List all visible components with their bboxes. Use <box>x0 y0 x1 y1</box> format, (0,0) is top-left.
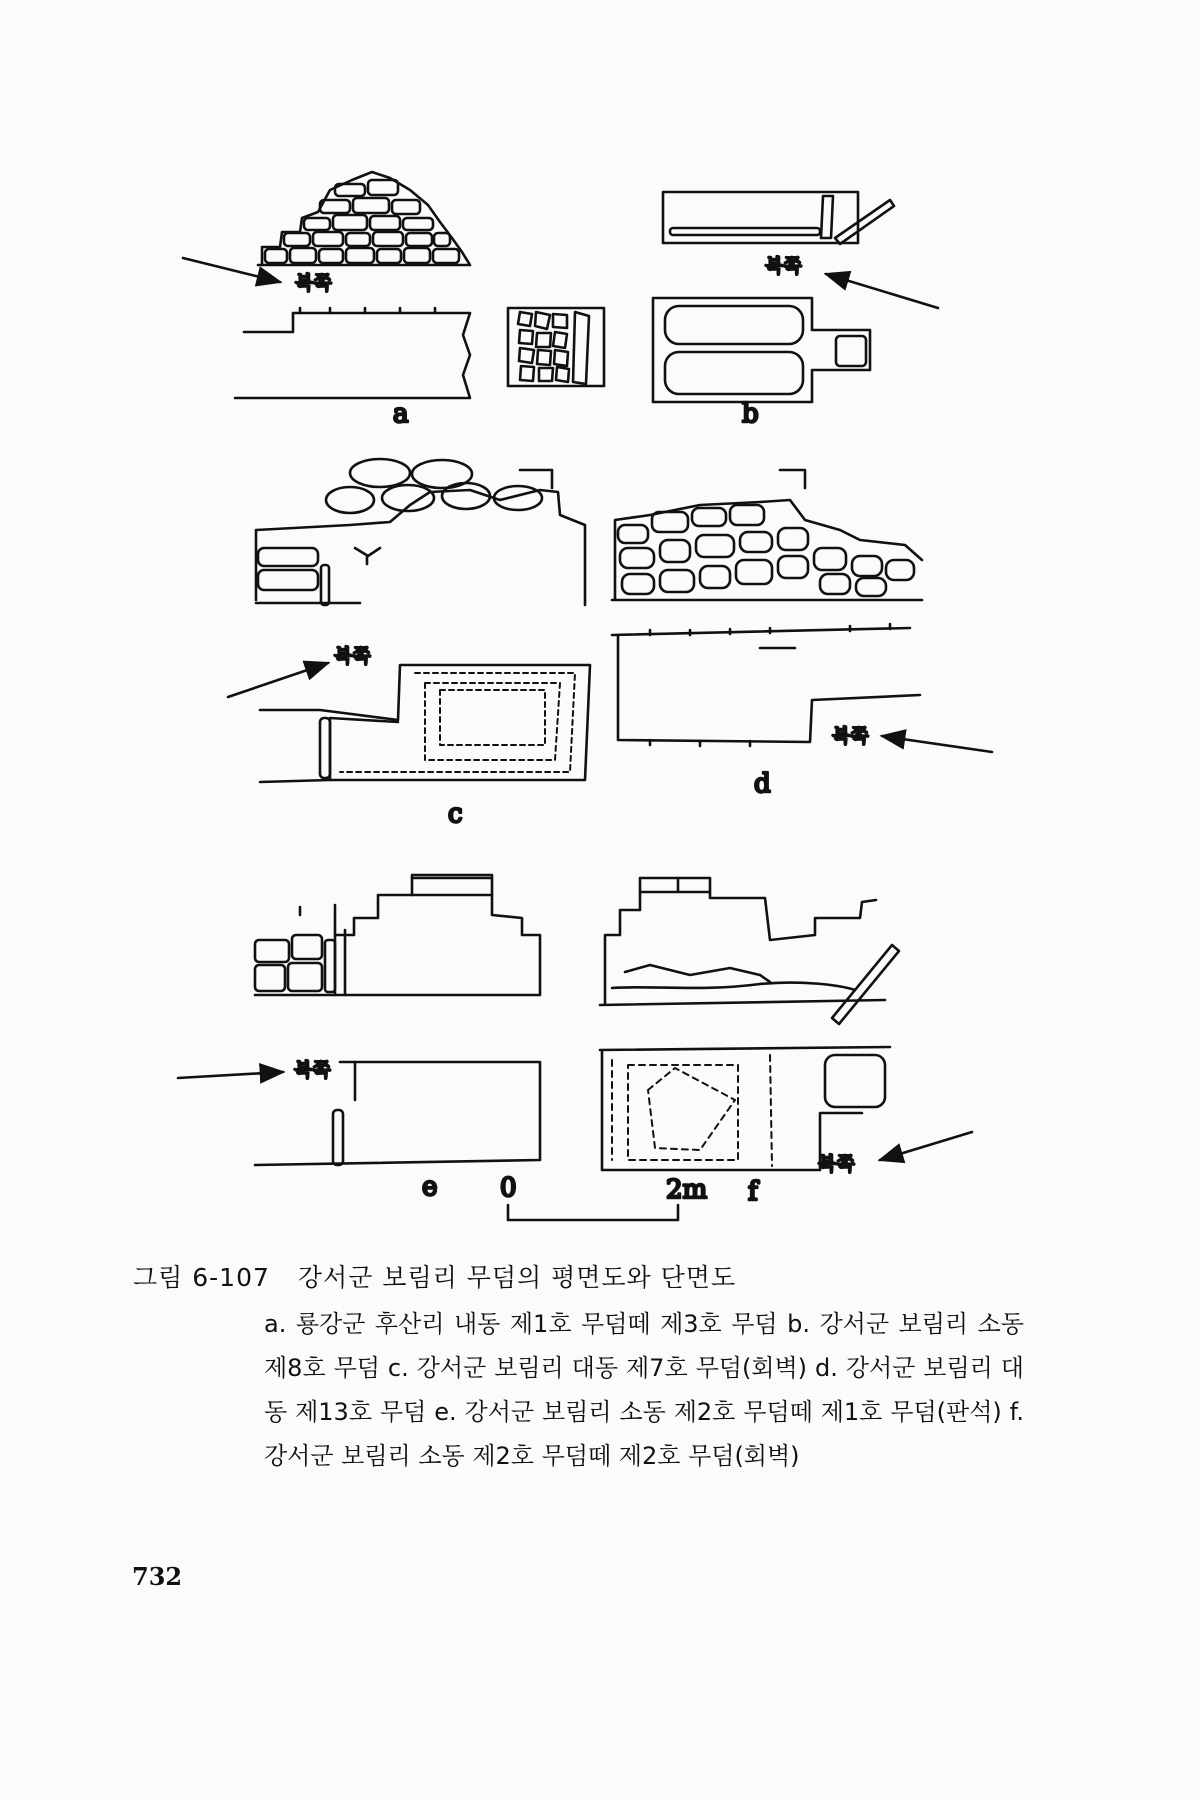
north-label-f: 북쪽 <box>818 1153 855 1175</box>
panel-label-c: c <box>448 799 463 829</box>
north-label-a: 북쪽 <box>295 272 332 294</box>
north-label-b: 북쪽 <box>765 255 802 277</box>
panel-label-f: f <box>748 1177 758 1207</box>
page-number: 732 <box>132 1562 183 1591</box>
scale-bar-end-label: 2m <box>666 1175 708 1205</box>
panel-b-drawing <box>653 192 894 402</box>
figure-caption-title <box>133 1258 736 1294</box>
figure-title: 강서군 보림리 무덤의 평면도와 단면도 <box>297 1263 737 1292</box>
figure-number: 그림 6-107 <box>133 1263 270 1292</box>
panel-a-drawing <box>235 172 604 398</box>
north-arrow-e <box>178 1072 283 1078</box>
north-label-c: 북쪽 <box>334 645 371 667</box>
figure-caption-body: a. 룡강군 후산리 내동 제1호 무덤떼 제3호 무덤 b. 강서군 보림리 소동 제8호 무덤 c. 강서군 보림리 대동 제7호 무덤(회벽) d. 강서군 보림리 대동 제13호 무덤 e. 강서군 보림리 소동 제2호 무덤떼 제1호 무덤(판석) f. 강서군 보림리 소동 제2호 무덤떼 제2호 무덤(회벽) <box>264 1310 1024 1470</box>
panel-e-drawing <box>255 875 540 1165</box>
north-arrow-f <box>880 1132 972 1160</box>
panel-d-drawing <box>612 470 922 746</box>
panel-label-a: a <box>393 399 409 429</box>
panel-label-d: d <box>754 769 771 799</box>
scale-bar-start-label: 0 <box>500 1173 517 1203</box>
north-label-e: 북쪽 <box>294 1059 331 1081</box>
north-label-d: 북쪽 <box>832 725 869 747</box>
scale-bar <box>508 1205 678 1220</box>
panel-label-b: b <box>742 399 759 429</box>
panel-label-e: e <box>422 1172 438 1202</box>
panel-f-drawing <box>600 878 899 1170</box>
north-arrow-d <box>882 736 992 752</box>
panel-c-drawing <box>256 459 590 782</box>
north-arrow-b <box>826 274 938 308</box>
north-arrow-c <box>228 663 328 697</box>
